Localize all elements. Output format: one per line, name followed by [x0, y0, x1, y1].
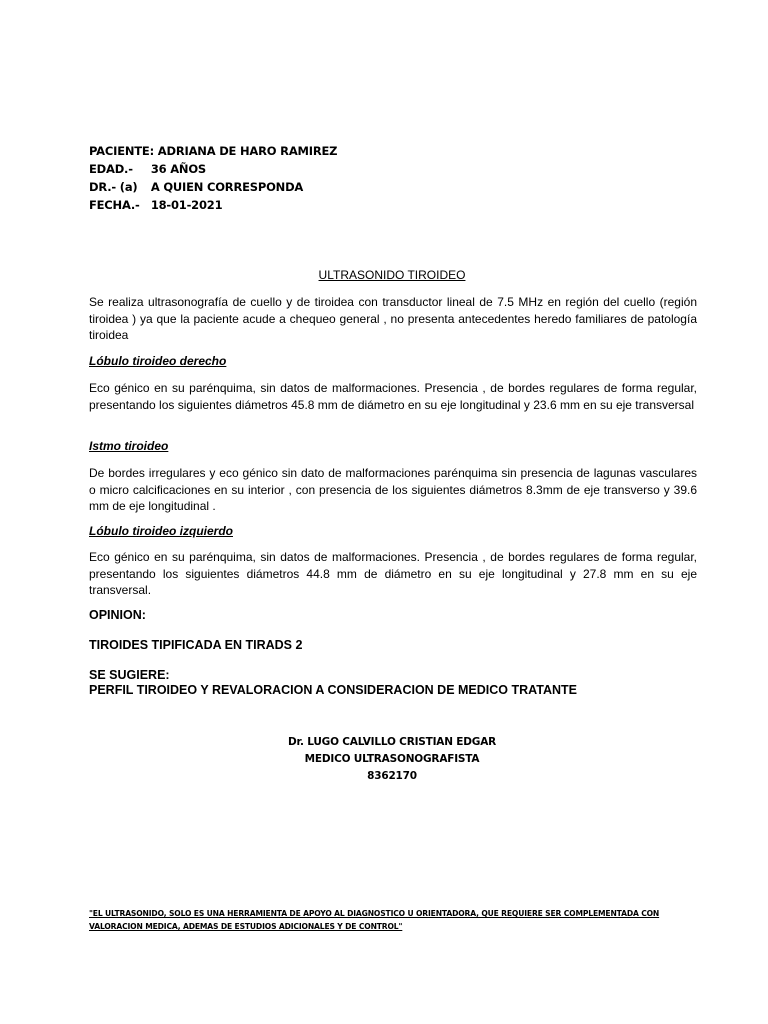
suggest-label: SE SUGIERE:	[89, 668, 170, 682]
isthmus-paragraph: De bordes irregulares y eco génico sin dato de malformaciones parénquima sin presencia de lagunas vasculares o micro calcificaciones en su interior , con presencia de los siguientes diámetros 8.3mm de eje transverso y 39.6 mm de eje longitudinal .	[89, 466, 697, 513]
left-lobe-paragraph: Eco génico en su parénquima, sin datos de malformaciones. Presencia , de bordes regulares de forma regular, presentando los siguientes diámetros 44.8 mm de diámetro en su eje longitudinal y 27.8 mm en su eje transversal.	[89, 550, 697, 597]
opinion-text: TIROIDES TIPIFICADA EN TIRADS 2	[89, 638, 303, 652]
patient-age-label: EDAD.-	[89, 162, 133, 176]
right-lobe-heading: Lóbulo tiroideo derecho	[89, 354, 227, 368]
suggest-text: PERFIL TIROIDEO Y REVALORACION A CONSIDERACION DE MEDICO TRATANTE	[89, 683, 577, 697]
patient-doctor-label: DR.- (a)	[89, 180, 138, 194]
doctor-title: MEDICO ULTRASONOGRAFISTA	[304, 753, 480, 765]
patient-date-label: FECHA.-	[89, 198, 140, 212]
doctor-name: Dr. LUGO CALVILLO CRISTIAN EDGAR	[288, 736, 496, 748]
report-title: ULTRASONIDO TIROIDEO	[318, 268, 466, 282]
disclaimer-note: "EL ULTRASONIDO, SOLO ES UNA HERRAMIENTA DE APOYO AL DIAGNOSTICO U ORIENTADORA, QUE REQUIERE SER COMPLEMENTADA CON VALORACION MEDICA, ADEMAS DE ESTUDIOS ADICIONALES Y DE CONTROL"	[89, 909, 660, 931]
left-lobe-heading: Lóbulo tiroideo izquierdo	[89, 524, 233, 538]
signature-block	[0, 734, 768, 785]
doctor-license: 8362170	[367, 770, 417, 782]
intro-paragraph: Se realiza ultrasonografía de cuello y de tiroidea con transductor lineal de 7.5 MHz en región del cuello (región tiroidea ) ya que la paciente acude a chequeo general , no presenta antecedentes heredo familiares de patología tiroidea	[89, 295, 697, 342]
patient-doctor-value: A QUIEN CORRESPONDA	[150, 180, 304, 194]
isthmus-heading: Istmo tiroideo	[89, 439, 169, 453]
patient-name-value: ADRIANA DE HARO RAMIREZ	[157, 144, 338, 158]
patient-age-value: 36 AÑOS	[150, 162, 207, 176]
patient-date-row	[89, 196, 337, 214]
patient-age-row	[89, 160, 337, 178]
patient-name-row	[89, 142, 337, 160]
right-lobe-paragraph: Eco génico en su parénquima, sin datos de malformaciones. Presencia , de bordes regulares de forma regular, presentando los siguientes diámetros 45.8 mm de diámetro en su eje longitudinal y 23.6 mm en su eje transversal	[89, 381, 697, 412]
opinion-label: OPINION:	[89, 608, 146, 622]
patient-doctor-row	[89, 178, 337, 196]
patient-name-label: PACIENTE:	[89, 144, 154, 158]
patient-date-value: 18-01-2021	[150, 198, 223, 212]
patient-info	[89, 142, 337, 214]
